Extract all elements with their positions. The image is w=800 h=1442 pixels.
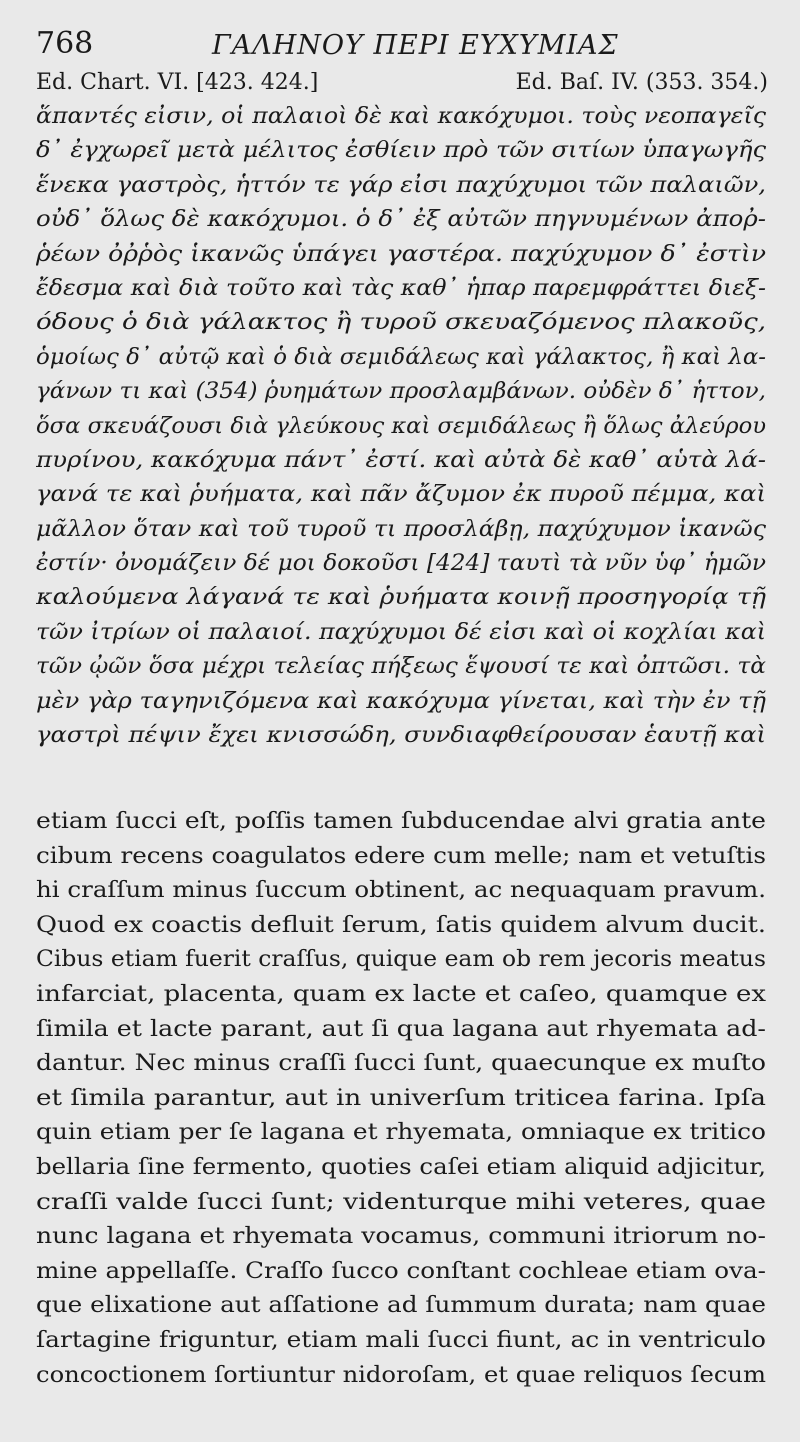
latin-line-text: quin etiam per ſe lagana et rhyemata, omniaque ex tritico [36, 1119, 766, 1146]
latin-line [36, 877, 766, 912]
latin-line [36, 1050, 766, 1085]
latin-line [36, 843, 766, 878]
greek-line-text: ἔδεσμα καὶ διὰ τοῦτο καὶ τὰς καθ᾽ ἧπαρ παρεμφράττει διεξ- [36, 275, 766, 301]
edition-reference-right: Ed. Baſ. IV. (353. 354.) [515, 70, 768, 95]
greek-text-block [36, 104, 766, 757]
greek-line-text: καλούμενα λάγανά τε καὶ ῥυήματα κοινῇ προσηγορίᾳ τῇ [36, 585, 766, 611]
greek-line-text: οὐδ᾽ ὅλως δὲ κακόχυμοι. ὁ δ᾽ ἐξ αὐτῶν πηγνυμένων ἀποῤ- [36, 207, 766, 233]
greek-line [36, 173, 766, 207]
latin-line [36, 1292, 766, 1327]
greek-line-text: γάνων τι καὶ (354) ῥυημάτων προσλαμβάνων. οὐδὲν δ᾽ ἧττον, [36, 379, 766, 405]
greek-line [36, 104, 766, 138]
latin-line [36, 808, 766, 843]
latin-line-text: craſſi valde ſucci ſunt; videnturque mihi veteres, quae [36, 1188, 766, 1215]
latin-line-text: nunc lagana et rhyemata vocamus, communi itriorum no- [36, 1223, 766, 1250]
latin-line-text: ſimila et lacte parant, aut ſi qua lagana aut rhyemata ad- [36, 1015, 766, 1042]
latin-line-text: Quod ex coactis defluit ſerum, ſatis quidem alvum ducit. [36, 911, 766, 938]
latin-line-text: infarciat, placenta, quam ex lacte et caſeo, quamque ex [36, 980, 766, 1007]
greek-line-text: ὁμοίως δ᾽ αὐτῷ καὶ ὁ διὰ σεμιδάλεως καὶ γάλακτος, ἢ καὶ λα- [36, 344, 766, 370]
greek-line [36, 551, 766, 585]
latin-line [36, 1362, 766, 1397]
greek-line [36, 310, 766, 344]
latin-line-text: dantur. Nec minus craſſi ſucci ſunt, quaecunque ex muſto [36, 1050, 766, 1077]
greek-line [36, 379, 766, 413]
running-title: ΓΑΛΗΝΟΥ ΠΕΡΙ ΕΥΧΥΜΙΑΣ [212, 30, 619, 61]
latin-line-text: ſartagine friguntur, etiam mali ſucci fiunt, ac in ventriculo [36, 1326, 766, 1353]
greek-line [36, 414, 766, 448]
greek-line [36, 654, 766, 688]
greek-line [36, 689, 766, 723]
greek-line-text: πυρίνου, κακόχυμα πάντ᾽ ἐστί. καὶ αὐτὰ δὲ καθ᾽ αὑτὰ λά- [36, 447, 766, 473]
latin-line [36, 1223, 766, 1258]
greek-line [36, 345, 766, 379]
greek-line-text: ἕνεκα γαστρὸς, ἧττόν τε γάρ εἰσι παχύχυμοι τῶν παλαιῶν, [36, 172, 766, 198]
greek-line [36, 242, 766, 276]
latin-line-text: concoctionem ſortiuntur nidoroſam, et quae reliquos ſecum [36, 1361, 766, 1388]
edition-reference-left: Ed. Chart. VI. [423. 424.] [36, 70, 319, 95]
latin-text-block [36, 808, 766, 1396]
latin-line-text: hi craſſum minus ſuccum obtinent, ac nequaquam pravum. [36, 877, 766, 904]
latin-line-text: que elixatione aut aſſatione ad ſummum durata; nam quae [36, 1292, 766, 1319]
latin-line [36, 1119, 766, 1154]
greek-line-text: όδους ὁ διὰ γάλακτος ἢ τυροῦ σκευαζόμενος πλακοῦς, [36, 310, 766, 336]
greek-line [36, 482, 766, 516]
latin-line-text: mine appellaſſe. Craſſo ſucco conſtant cochleae etiam ova- [36, 1257, 766, 1284]
greek-line-text: μὲν γὰρ ταγηνιζόμενα καὶ κακόχυμα γίνεται, καὶ τὴν ἐν τῇ [36, 688, 766, 714]
latin-line-text: bellaria ſine fermento, quoties caſei etiam aliquid adjicitur, [36, 1153, 766, 1180]
latin-line-text: et ſimila parantur, aut in univerſum triticea farina. Ipſa [36, 1084, 766, 1111]
latin-line [36, 1327, 766, 1362]
latin-line-text: Cibus etiam fuerit craſſus, quique eam ob rem jecoris meatus [36, 946, 766, 973]
greek-line [36, 448, 766, 482]
latin-line [36, 1189, 766, 1224]
latin-line [36, 1154, 766, 1189]
latin-line [36, 946, 766, 981]
latin-line [36, 912, 766, 947]
greek-line-text: τῶν ἰτρίων οἱ παλαιοί. παχύχυμοι δέ εἰσι καὶ οἱ κοχλίαι καὶ [36, 619, 766, 645]
greek-line [36, 276, 766, 310]
latin-line [36, 1258, 766, 1293]
latin-line [36, 1016, 766, 1051]
greek-line-text: τῶν ᾠῶν ὅσα μέχρι τελείας πήξεως ἕψουσί τε καὶ ὀπτῶσι. τὰ [36, 654, 766, 680]
latin-line-text: etiam ſucci eſt, poſſis tamen ſubducendae alvi gratia ante [36, 808, 766, 834]
greek-line [36, 620, 766, 654]
greek-line-text: γαστρὶ πέψιν ἔχει κνισσώδη, συνδιαφθείρουσαν ἑαυτῇ καὶ [36, 723, 766, 749]
latin-line [36, 981, 766, 1016]
greek-line [36, 517, 766, 551]
greek-line-text: ὅσα σκευάζουσι διὰ γλεύκους καὶ σεμιδάλεως ἢ ὅλως ἀλεύρου [36, 413, 766, 439]
page-number: 768 [36, 26, 94, 61]
greek-line-text: μᾶλλον ὅταν καὶ τοῦ τυροῦ τι προσλάβῃ, παχύχυμον ἱκανῶς [36, 516, 766, 542]
greek-line [36, 585, 766, 619]
greek-line [36, 138, 766, 172]
greek-line-text: ἐστίν· ὀνομάζειν δέ μοι δοκοῦσι [424] ταυτὶ τὰ νῦν ὑφ᾽ ἡμῶν [36, 551, 766, 577]
latin-line [36, 1085, 766, 1120]
greek-line-text: γανά τε καὶ ῥυήματα, καὶ πᾶν ἄζυμον ἐκ πυροῦ πέμμα, καὶ [36, 482, 766, 508]
latin-line-text: cibum recens coagulatos edere cum melle; nam et vetuſtis [36, 842, 766, 869]
greek-line-text: ῥέων ὀῤῥὸς ἱκανῶς ὑπάγει γαστέρα. παχύχυμον δ᾽ ἐστὶν [36, 241, 766, 267]
greek-line-text: ἅπαντές εἰσιν, οἱ παλαιοὶ δὲ καὶ κακόχυμοι. τοὺς νεοπαγεῖς [36, 104, 766, 129]
greek-line [36, 207, 766, 241]
greek-line [36, 723, 766, 757]
greek-line-text: δ᾽ ἐγχωρεῖ μετὰ μέλιτος ἐσθίειν πρὸ τῶν σιτίων ὑπαγωγῆς [36, 138, 766, 164]
